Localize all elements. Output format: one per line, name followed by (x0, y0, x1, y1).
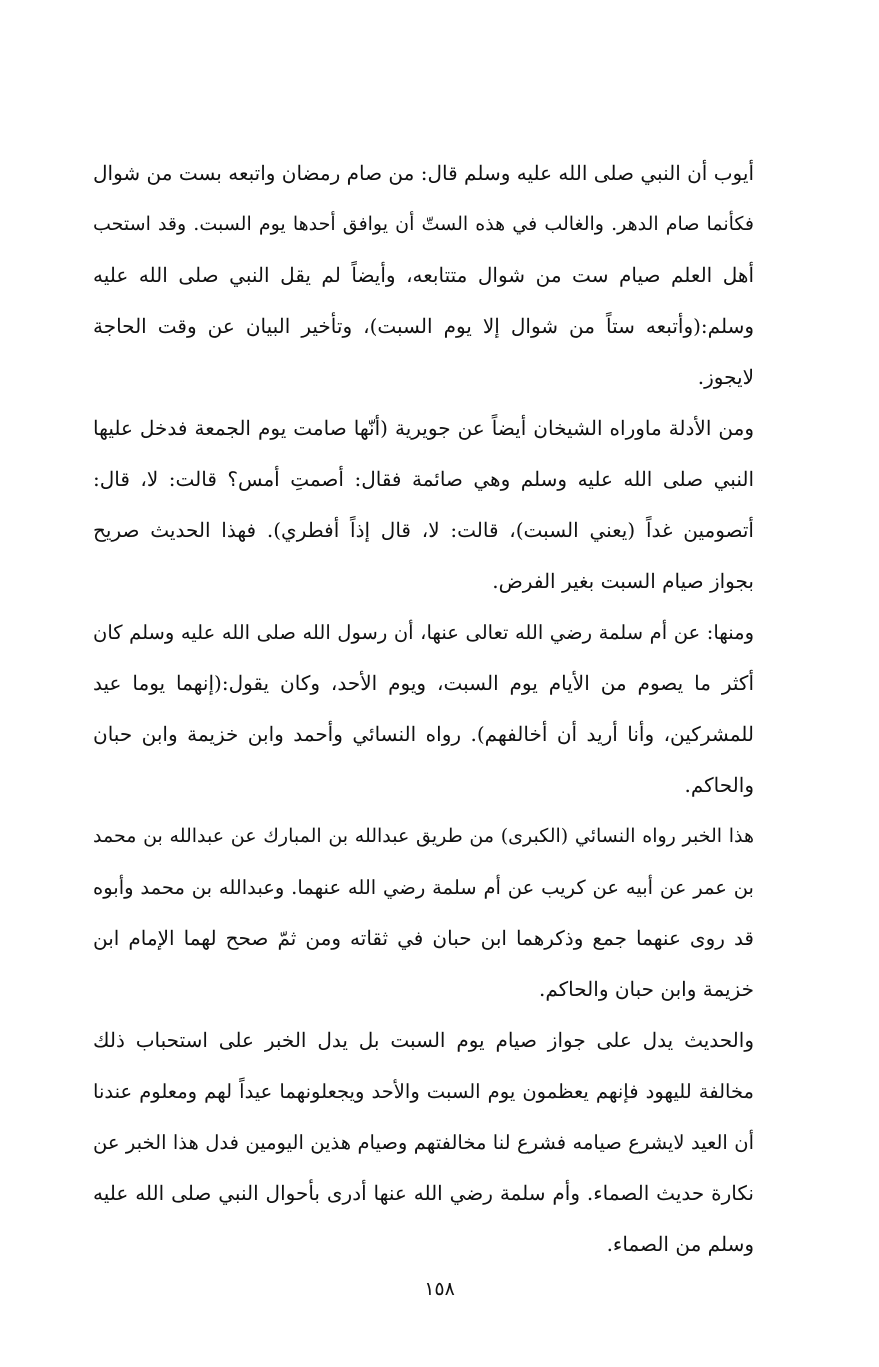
text-line: بن عمر عن أبيه عن كريب عن أم سلمة رضي الله عنهما. وعبدالله بن محمد وأبوه (93, 876, 754, 899)
paragraph-1 (93, 148, 754, 403)
paragraph-4 (93, 811, 754, 1015)
text-line: أهل العلم صيام ست من شوال متتابعه، وأيضاً لم يقل النبي صلى الله عليه (93, 263, 754, 287)
text-line: أن العيد لايشرع صيامه فشرع لنا مخالفتهم وصيام هذين اليومين فدل هذا الخبر عن (93, 1131, 754, 1154)
text-line: والحاكم. (684, 773, 754, 797)
text-line: هذا الخبر رواه النسائي (الكبرى) من طريق عبدالله بن المبارك عن عبدالله بن محمد (93, 825, 754, 847)
text-line: النبي صلى الله عليه وسلم وهي صائمة فقال: أصمتِ أمس؟ قالت: لا، قال: (93, 467, 754, 491)
text-line: للمشركين، وأنا أريد أن أخالفهم). رواه النسائي وأحمد وابن خزيمة وابن حبان (93, 722, 754, 746)
text-line: مخالفة لليهود فإنهم يعظمون يوم السبت والأحد ويجعلونهما عيداً لهم ومعلوم عندنا (93, 1080, 754, 1103)
body-text (93, 148, 754, 1270)
text-line: ومن الأدلة ماوراه الشيخان أيضاً عن جويرية (أنّها صامت يوم الجمعة فدخل عليها (93, 416, 754, 440)
text-line: خزيمة وابن حبان والحاكم. (538, 977, 754, 1001)
paragraph-2 (93, 403, 754, 607)
text-line: قد روى عنهما جمع وذكرهما ابن حبان في ثقاته ومن ثمّ صحح لهما الإمام ابن (93, 926, 754, 950)
paragraph-3 (93, 607, 754, 811)
text-line: وسلم من الصماء. (606, 1232, 754, 1256)
text-line: وسلم:(وأتبعه ستاً من شوال إلا يوم السبت)، وتأخير البيان عن وقت الحاجة (93, 314, 754, 338)
text-line: بجواز صيام السبت بغير الفرض. (492, 569, 754, 593)
text-line: لايجوز. (697, 365, 754, 389)
text-line: أتصومين غداً (يعني السبت)، قالت: لا، قال إذاً أفطري). فهذا الحديث صريح (93, 518, 754, 542)
text-line: نكارة حديث الصماء. وأم سلمة رضي الله عنها أدرى بأحوال النبي صلى الله عليه (93, 1181, 754, 1205)
text-line: ومنها: عن أم سلمة رضي الله تعالى عنها، أن رسول الله صلى الله عليه وسلم كان (93, 621, 754, 644)
text-line: أيوب أن النبي صلى الله عليه وسلم قال: من صام رمضان واتبعه بست من شوال (93, 161, 754, 185)
text-line: فكأنما صام الدهر. والغالب في هذه الستّ أن يوافق أحدها يوم السبت. وقد استحب (93, 213, 754, 235)
text-line: أكثر ما يصوم من الأيام يوم السبت، ويوم الأحد، وكان يقول:(إنهما يوما عيد (93, 671, 754, 695)
text-line: والحديث يدل على جواز صيام يوم السبت بل يدل الخبر على استحباب ذلك (93, 1028, 754, 1052)
paragraph-5 (93, 1015, 754, 1270)
page-number: ١٥٨ (424, 1278, 455, 1300)
